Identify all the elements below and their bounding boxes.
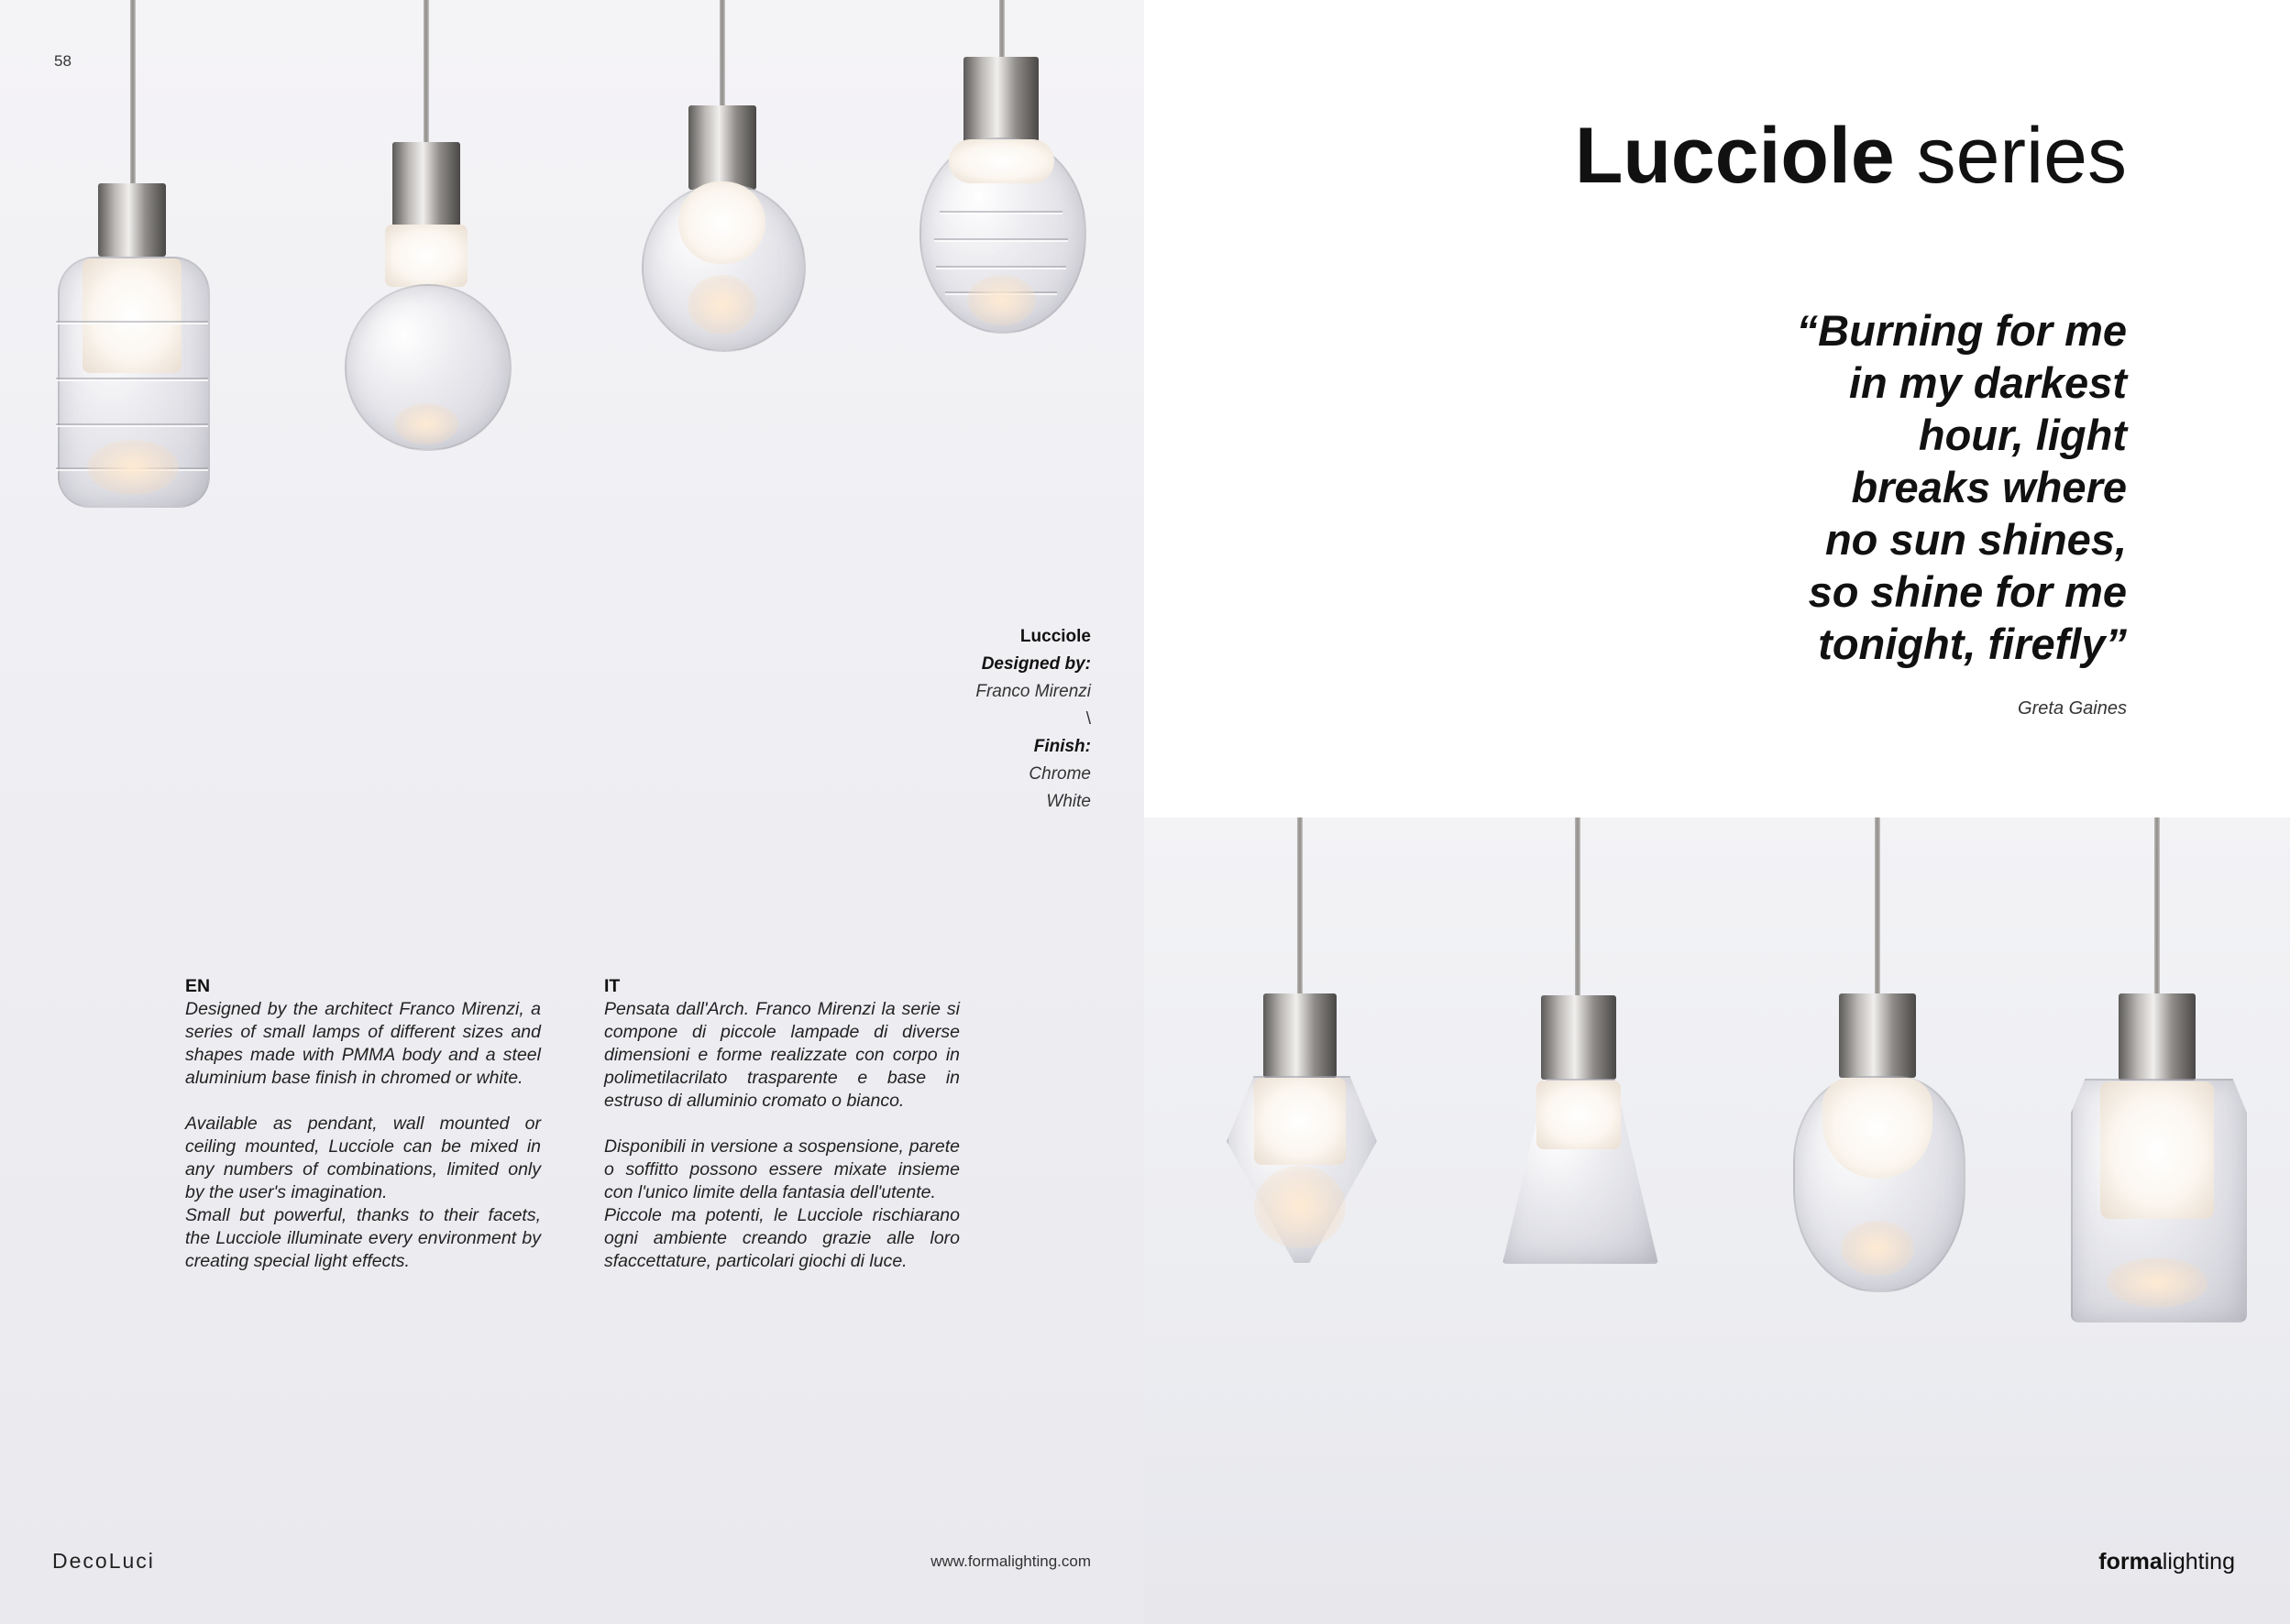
description-en-p1: Designed by the architect Franco Mirenzi, a series of small lamps of different sizes and shapes made with PMMA body and a steel aluminium base finish in chromed or white.	[185, 999, 541, 1088]
description-en-p2: Available as pendant, wall mounted or ceiling mounted, Lucciole can be mixed in any numbers of combinations, limited only by the user's imagination.	[185, 1114, 541, 1202]
lamp-photo-sphere-large	[339, 0, 513, 458]
brand-decoluci: DecoLuci	[52, 1549, 155, 1573]
finish-chrome: Chrome	[1029, 764, 1091, 784]
description-it	[604, 975, 960, 1273]
lang-label-en: EN	[185, 976, 211, 996]
product-name: Lucciole	[1019, 627, 1091, 646]
quote	[1613, 304, 2127, 670]
title-light: series	[1916, 112, 2127, 200]
website-link[interactable]: www.formalighting.com	[930, 1553, 1091, 1570]
description-en	[185, 975, 541, 1273]
lamp-photo-sphere-medium	[637, 0, 807, 367]
finish-white: White	[1046, 792, 1091, 811]
brand-formalighting	[2098, 1549, 2235, 1575]
page-number: 58	[54, 52, 72, 70]
description-en-p3: Small but powerful, thanks to their facets, the Lucciole illuminate every environment by creating special light effects.	[185, 1205, 541, 1271]
designer-name: Franco Mirenzi	[975, 682, 1091, 701]
lamp-photo-stacked	[50, 0, 215, 513]
lamp-photo-cone	[1495, 817, 1660, 1294]
quote-line: hour, light	[1918, 411, 2127, 459]
lamp-photo-pear	[1786, 817, 1969, 1312]
spec-separator: \	[1085, 709, 1091, 729]
quote-line: tonight, firefly”	[1818, 620, 2127, 668]
quote-line: no sun shines,	[1824, 515, 2127, 564]
quote-author: Greta Gaines	[2018, 698, 2127, 719]
left-page	[0, 0, 1144, 1624]
brand-formalighting-bold: forma	[2098, 1549, 2163, 1575]
brand-formalighting-light: lighting	[2162, 1549, 2235, 1575]
quote-line: breaks where	[1851, 463, 2127, 511]
finish-label: Finish:	[1033, 737, 1091, 756]
description-it-p3: Piccole ma potenti, le Lucciole rischiarano ogni ambiente creando grazie alle loro sfaccettature, particolari giochi di luce.	[604, 1205, 960, 1271]
page-title	[1575, 110, 2127, 202]
lang-label-it: IT	[604, 976, 621, 996]
product-spec	[798, 623, 1091, 816]
description-it-p1: Pensata dall'Arch. Franco Mirenzi la serie si compone di piccole lampade di diverse dimensioni e forme realizzate con corpo in polimetilacrilato trasparente e base in estruso di alluminio cromato o bianco.	[604, 999, 960, 1111]
lamp-photo-diamond	[1217, 817, 1382, 1294]
description-it-p2: Disponibili in versione a sospensione, parete o soffitto possono essere mixate insieme con l'unico limite della fantasia dell'utente.	[604, 1136, 960, 1202]
quote-line: “Burning for me	[1796, 306, 2127, 355]
quote-line: in my darkest	[1848, 358, 2127, 407]
right-page	[1144, 0, 2290, 1624]
lamp-photo-sphere-striped	[912, 0, 1091, 348]
lamp-photo-prism	[2065, 817, 2249, 1340]
designed-by-label: Designed by:	[981, 654, 1091, 674]
lamps-photo-bottom	[1144, 817, 2290, 1624]
title-bold: Lucciole	[1574, 112, 1895, 200]
quote-line: so shine for me	[1808, 567, 2127, 616]
